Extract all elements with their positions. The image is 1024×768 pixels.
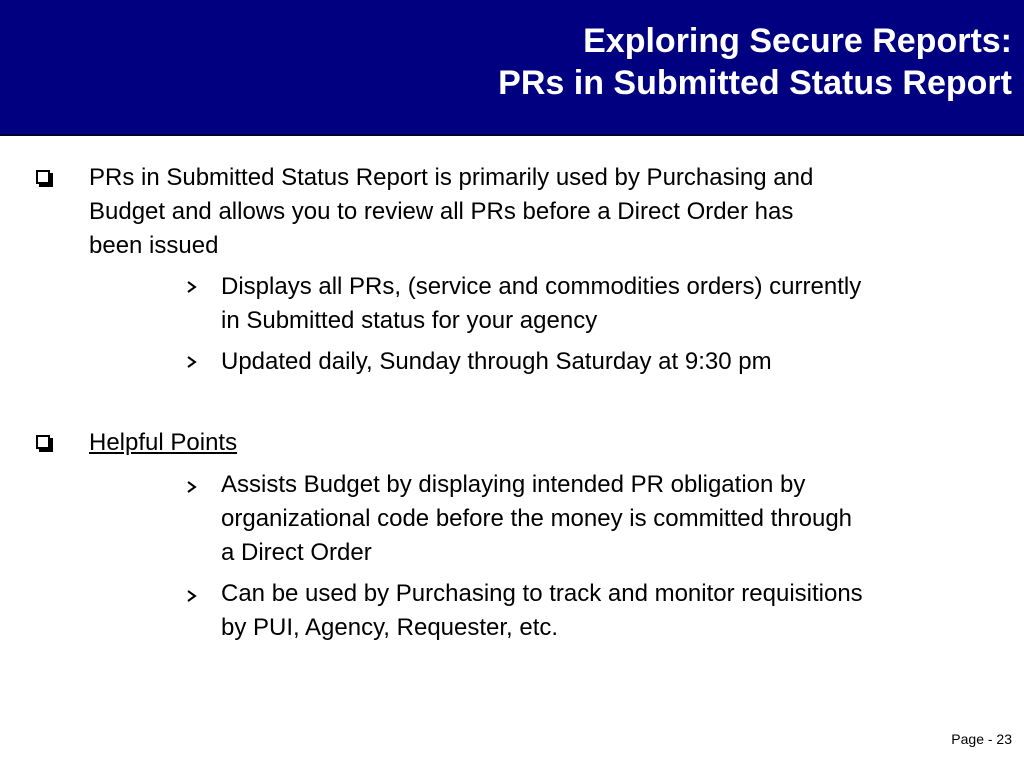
arrow-bullet-icon bbox=[185, 480, 199, 494]
square-bullet-icon bbox=[36, 170, 50, 184]
bullet-line: been issued bbox=[89, 232, 219, 259]
subbullet-text-displays bbox=[221, 270, 1011, 338]
subbullet-line: in Submitted status for your agency bbox=[221, 307, 598, 334]
slide-title-line-1: Exploring Secure Reports: bbox=[583, 22, 1012, 60]
subbullet-line: Can be used by Purchasing to track and monitor requisitions bbox=[221, 580, 863, 607]
subbullet-text-assists bbox=[221, 468, 1011, 570]
bullet-line: Budget and allows you to review all PRs before a Direct Order has bbox=[89, 198, 794, 225]
arrow-bullet-icon bbox=[185, 280, 199, 294]
subbullet-text-updated bbox=[221, 345, 1011, 379]
subbullet-line: Updated daily, Sunday through Saturday at 9:30 pm bbox=[221, 348, 772, 375]
arrow-bullet-icon bbox=[185, 589, 199, 603]
bullet-text-intro bbox=[89, 161, 999, 263]
subbullet-line: by PUI, Agency, Requester, etc. bbox=[221, 614, 559, 641]
subbullet-line: organizational code before the money is committed through bbox=[221, 505, 853, 532]
subbullet-line: Assists Budget by displaying intended PR obligation by bbox=[221, 471, 806, 498]
slide-title-line-2: PRs in Submitted Status Report bbox=[498, 64, 1012, 102]
subbullet-text-canbeused bbox=[221, 577, 1011, 645]
helpful-points-heading: Helpful Points bbox=[89, 429, 238, 456]
bullet-line: PRs in Submitted Status Report is primarily used by Purchasing and bbox=[89, 164, 814, 191]
arrow-bullet-icon bbox=[185, 355, 199, 369]
subbullet-line: a Direct Order bbox=[221, 539, 372, 566]
page-number: Page - 23 bbox=[951, 731, 1012, 747]
square-bullet-icon bbox=[36, 435, 50, 449]
subbullet-line: Displays all PRs, (service and commodities orders) currently bbox=[221, 273, 862, 300]
